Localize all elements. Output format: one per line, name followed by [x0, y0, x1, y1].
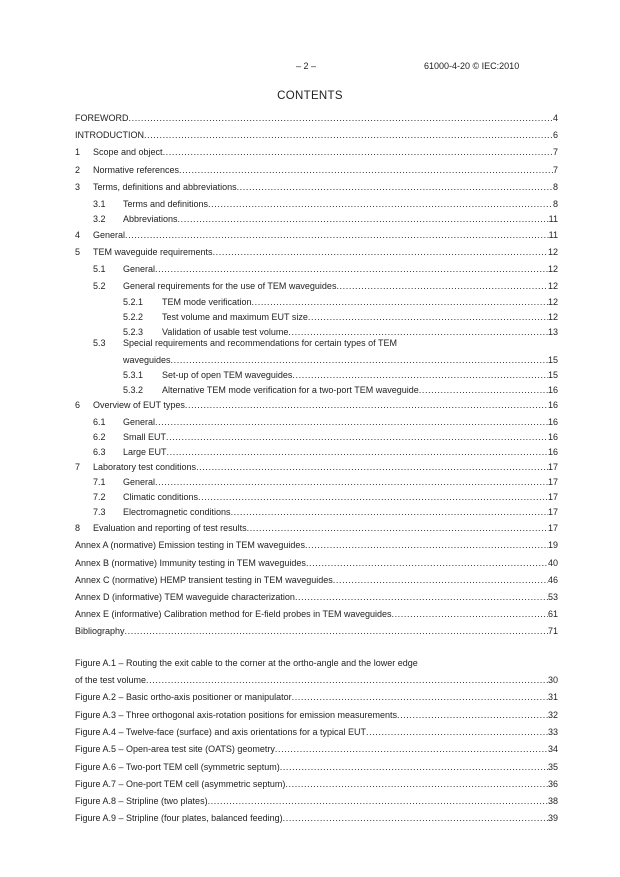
toc-entry-title: Figure A.9 – Stripline (four plates, balanced feeding): [75, 813, 283, 823]
dot-leader: [308, 311, 548, 323]
dot-leader: [333, 574, 548, 586]
dot-leader: [292, 691, 548, 703]
toc-entry-title: Annex D (informative) TEM waveguide characterization: [75, 592, 295, 602]
page-title: CONTENTS: [277, 90, 343, 102]
dot-leader: [397, 709, 548, 721]
toc-entry-line: Special requirements and recommendations for certain types of TEM: [123, 338, 397, 348]
dot-leader: [146, 674, 548, 686]
toc-entry[interactable]: [75, 691, 558, 703]
toc-entry-title: General: [123, 264, 156, 274]
dot-leader: [292, 369, 548, 381]
toc-entry-title: Figure A.2 – Basic ortho-axis positioner or manipulator: [75, 692, 292, 702]
toc-entry-number: 7: [75, 462, 81, 472]
toc-entry-page: 12: [547, 312, 558, 322]
toc-entry-page: 71: [547, 626, 558, 636]
dot-leader: [185, 399, 548, 411]
toc-entry[interactable]: [75, 476, 558, 488]
toc-entry[interactable]: [75, 743, 558, 755]
toc-entry-number: 6.1: [93, 417, 106, 427]
toc-entry-number: 5.3: [93, 338, 106, 348]
toc-entry[interactable]: [75, 761, 558, 773]
toc-entry-page: 7: [552, 165, 558, 175]
dot-leader: [167, 446, 548, 458]
toc-entry-title: Figure A.4 – Twelve-face (surface) and axis orientations for a typical EUT: [75, 727, 366, 737]
toc-entry-number: 6: [75, 400, 81, 410]
toc-entry-title: Evaluation and reporting of test results: [93, 523, 247, 533]
toc-entry-title: Small EUT: [123, 432, 167, 442]
dot-leader: [306, 557, 548, 569]
toc-entry-number: 3.2: [93, 214, 106, 224]
dot-leader: [252, 296, 548, 308]
toc-entry-page: 4: [552, 113, 558, 123]
toc-entry-number: 5.1: [93, 264, 106, 274]
toc-entry-number: 1: [75, 147, 81, 157]
toc-entry[interactable]: [75, 129, 558, 141]
toc-entry-page: 12: [547, 264, 558, 274]
toc-entry-title: General: [93, 230, 126, 240]
toc-entry-page: 12: [547, 247, 558, 257]
toc-entry[interactable]: [75, 625, 558, 637]
toc-entry-page: 8: [552, 199, 558, 209]
toc-entry[interactable]: [75, 446, 558, 458]
dot-leader: [366, 726, 548, 738]
toc-entry[interactable]: [75, 354, 558, 366]
toc-entry-title: Figure A.7 – One-port TEM cell (asymmetric septum): [75, 779, 286, 789]
toc-entry-page: 16: [547, 417, 558, 427]
dot-leader: [275, 743, 548, 755]
toc-entry-page: 13: [547, 327, 558, 337]
toc-entry-page: 19: [547, 540, 558, 550]
toc-entry-title: TEM mode verification: [162, 297, 252, 307]
toc-entry-title: Bibliography: [75, 626, 125, 636]
toc-entry-title: General requirements for the use of TEM waveguides: [123, 281, 337, 291]
dot-leader: [155, 416, 548, 428]
toc-entry-number: 7.2: [93, 492, 106, 502]
toc-entry-title: Climatic conditions: [123, 492, 199, 502]
toc-entry-page: 46: [547, 575, 558, 585]
toc-entry-page: 17: [547, 492, 558, 502]
toc-entry[interactable]: [75, 112, 558, 124]
toc-entry[interactable]: [75, 263, 558, 275]
toc-entry[interactable]: [75, 311, 558, 323]
dot-leader: [305, 539, 548, 551]
dot-leader: [179, 164, 553, 176]
dot-leader: [155, 263, 548, 275]
dot-leader: [155, 476, 548, 488]
toc-entry-title: Figure A.8 – Stripline (two plates): [75, 796, 208, 806]
dot-leader: [166, 431, 548, 443]
toc-entry[interactable]: [75, 709, 558, 721]
toc-entry-page: 12: [547, 281, 558, 291]
toc-entry-page: 33: [547, 727, 558, 737]
toc-entry[interactable]: [75, 539, 558, 551]
toc-entry-title: Terms, definitions and abbreviations: [93, 182, 237, 192]
toc-entry[interactable]: [75, 146, 558, 158]
toc-entry[interactable]: [75, 416, 558, 428]
dot-leader: [163, 146, 553, 158]
toc-entry-number: 5.2: [93, 281, 106, 291]
toc-entry[interactable]: [75, 795, 558, 807]
dot-leader: [295, 591, 548, 603]
dot-leader: [391, 608, 548, 620]
toc-entry-page: 32: [547, 710, 558, 720]
dot-leader: [129, 112, 553, 124]
toc-entry[interactable]: [75, 164, 558, 176]
dot-leader: [336, 280, 548, 292]
toc-entry-number: 5.3.1: [123, 370, 144, 380]
dot-leader: [125, 625, 548, 637]
toc-entry-title: Large EUT: [123, 447, 167, 457]
toc-entry-number: 5.2.2: [123, 312, 144, 322]
toc-entry-title: Annex C (normative) HEMP transient testing in TEM waveguides: [75, 575, 333, 585]
toc-entry-page: 16: [547, 385, 558, 395]
dot-leader: [208, 198, 553, 210]
toc-entry-number: 5.2.3: [123, 327, 144, 337]
toc-entry[interactable]: [75, 369, 558, 381]
toc-entry-title: Scope and object: [93, 147, 163, 157]
toc-entry-title: General: [123, 417, 156, 427]
toc-entry[interactable]: [75, 229, 558, 241]
toc-entry-title: Set-up of open TEM waveguides: [162, 370, 293, 380]
toc-entry[interactable]: [75, 778, 558, 790]
toc-entry[interactable]: [75, 522, 558, 534]
dot-leader: [280, 761, 548, 773]
toc-entry[interactable]: [75, 608, 558, 620]
dot-leader: [144, 129, 553, 141]
toc-entry-page: 7: [552, 147, 558, 157]
toc-entry-page: 16: [547, 400, 558, 410]
toc-entry-page: 16: [547, 432, 558, 442]
toc-entry[interactable]: [75, 399, 558, 411]
toc-entry-page: 17: [547, 507, 558, 517]
toc-entry-title: Terms and definitions: [123, 199, 209, 209]
toc-entry-title: TEM waveguide requirements: [93, 247, 213, 257]
toc-entry-number: 6.2: [93, 432, 106, 442]
toc-entry-number: 4: [75, 230, 81, 240]
toc-entry-number: 5.3.2: [123, 385, 144, 395]
toc-entry-title: Figure A.5 – Open-area test site (OATS) geometry: [75, 744, 275, 754]
toc-entry[interactable]: [75, 726, 558, 738]
toc-entry-title: Test volume and maximum EUT size: [162, 312, 308, 322]
dot-leader: [125, 229, 549, 241]
toc-entry-title: Figure A.3 – Three orthogonal axis-rotation positions for emission measurements: [75, 710, 397, 720]
toc-entry-number: 2: [75, 165, 81, 175]
toc-entry[interactable]: [75, 674, 558, 686]
toc-entry-number: 3: [75, 182, 81, 192]
toc-entry[interactable]: [75, 461, 558, 473]
toc-entry-title: Annex A (normative) Emission testing in TEM waveguides: [75, 540, 305, 550]
toc-entry-page: 11: [548, 214, 558, 224]
toc-entry-page: 17: [547, 462, 558, 472]
toc-entry-title: Validation of usable test volume: [162, 327, 289, 337]
toc-entry-title: Normative references: [93, 165, 180, 175]
toc-entry-line: Figure A.1 – Routing the exit cable to the corner at the ortho-angle and the lower edge: [75, 658, 418, 668]
toc-entry-title: Alternative TEM mode verification for a two-port TEM waveguide: [162, 385, 419, 395]
toc-entry[interactable]: [75, 591, 558, 603]
toc-entry[interactable]: [75, 198, 558, 210]
toc-entry-page: 11: [548, 230, 558, 240]
dot-leader: [208, 795, 548, 807]
toc-entry[interactable]: [75, 280, 558, 292]
dot-leader: [178, 213, 549, 225]
dot-leader: [419, 384, 548, 396]
dot-leader: [196, 461, 548, 473]
toc-entry-title: General: [123, 477, 156, 487]
toc-entry-number: 5.2.1: [123, 297, 144, 307]
dot-leader: [198, 491, 548, 503]
toc-entry[interactable]: [75, 506, 558, 518]
toc-entry-title: Laboratory test conditions: [93, 462, 197, 472]
toc-entry-number: 3.1: [93, 199, 106, 209]
toc-entry-page: 39: [547, 813, 558, 823]
dot-leader: [285, 778, 548, 790]
dot-leader: [231, 506, 548, 518]
dot-leader: [237, 181, 553, 193]
toc-entry-title: Abbreviations: [123, 214, 178, 224]
toc-entry[interactable]: [75, 296, 558, 308]
toc-entry-title: Figure A.6 – Two-port TEM cell (symmetric septum): [75, 762, 280, 772]
toc-entry-page: 61: [547, 609, 558, 619]
dot-leader: [171, 354, 548, 366]
toc-entry-title: waveguides: [123, 355, 171, 365]
toc-entry[interactable]: [75, 812, 558, 824]
dot-leader: [213, 246, 548, 258]
toc-entry-number: 7.3: [93, 507, 106, 517]
toc-entry-number: 7.1: [93, 477, 106, 487]
toc-entry[interactable]: [75, 431, 558, 443]
toc-entry-page: 35: [547, 762, 558, 772]
toc-entry-page: 15: [547, 355, 558, 365]
toc-entry-number: 5: [75, 247, 81, 257]
document-id: 61000-4-20 © IEC:2010: [424, 61, 520, 71]
toc-entry[interactable]: [75, 384, 558, 396]
toc-entry-title: Annex E (informative) Calibration method for E-field probes in TEM waveguides: [75, 609, 392, 619]
toc-entry[interactable]: [75, 181, 558, 193]
toc-entry-page: 15: [547, 370, 558, 380]
toc-entry-number: 8: [75, 523, 81, 533]
toc-entry-title: INTRODUCTION: [75, 130, 144, 140]
toc-entry-page: 8: [552, 182, 558, 192]
toc-entry-title: Electromagnetic conditions: [123, 507, 231, 517]
toc-entry-page: 38: [547, 796, 558, 806]
dot-leader: [283, 812, 548, 824]
toc-entry-page: 17: [547, 477, 558, 487]
toc-entry-page: 16: [547, 447, 558, 457]
toc-entry[interactable]: [75, 491, 558, 503]
toc-entry-page: 17: [547, 523, 558, 533]
toc-entry[interactable]: [75, 557, 558, 569]
toc-entry[interactable]: [75, 213, 558, 225]
toc-entry-title: FOREWORD: [75, 113, 129, 123]
toc-entry-page: 36: [547, 779, 558, 789]
toc-entry[interactable]: [75, 246, 558, 258]
toc-entry-page: 6: [552, 130, 558, 140]
toc-entry-page: 53: [547, 592, 558, 602]
toc-entry[interactable]: [75, 574, 558, 586]
toc-entry-number: 6.3: [93, 447, 106, 457]
page-number: – 2 –: [296, 61, 317, 71]
toc-entry-page: 12: [547, 297, 558, 307]
dot-leader: [247, 522, 548, 534]
toc-entry-page: 30: [547, 675, 558, 685]
toc-entry-title: of the test volume: [75, 675, 147, 685]
toc-entry-title: Overview of EUT types: [93, 400, 185, 410]
toc-entry-page: 34: [547, 744, 558, 754]
toc-entry-page: 31: [547, 692, 558, 702]
toc-entry-title: Annex B (normative) Immunity testing in TEM waveguides: [75, 558, 306, 568]
toc-entry-page: 40: [547, 558, 558, 568]
